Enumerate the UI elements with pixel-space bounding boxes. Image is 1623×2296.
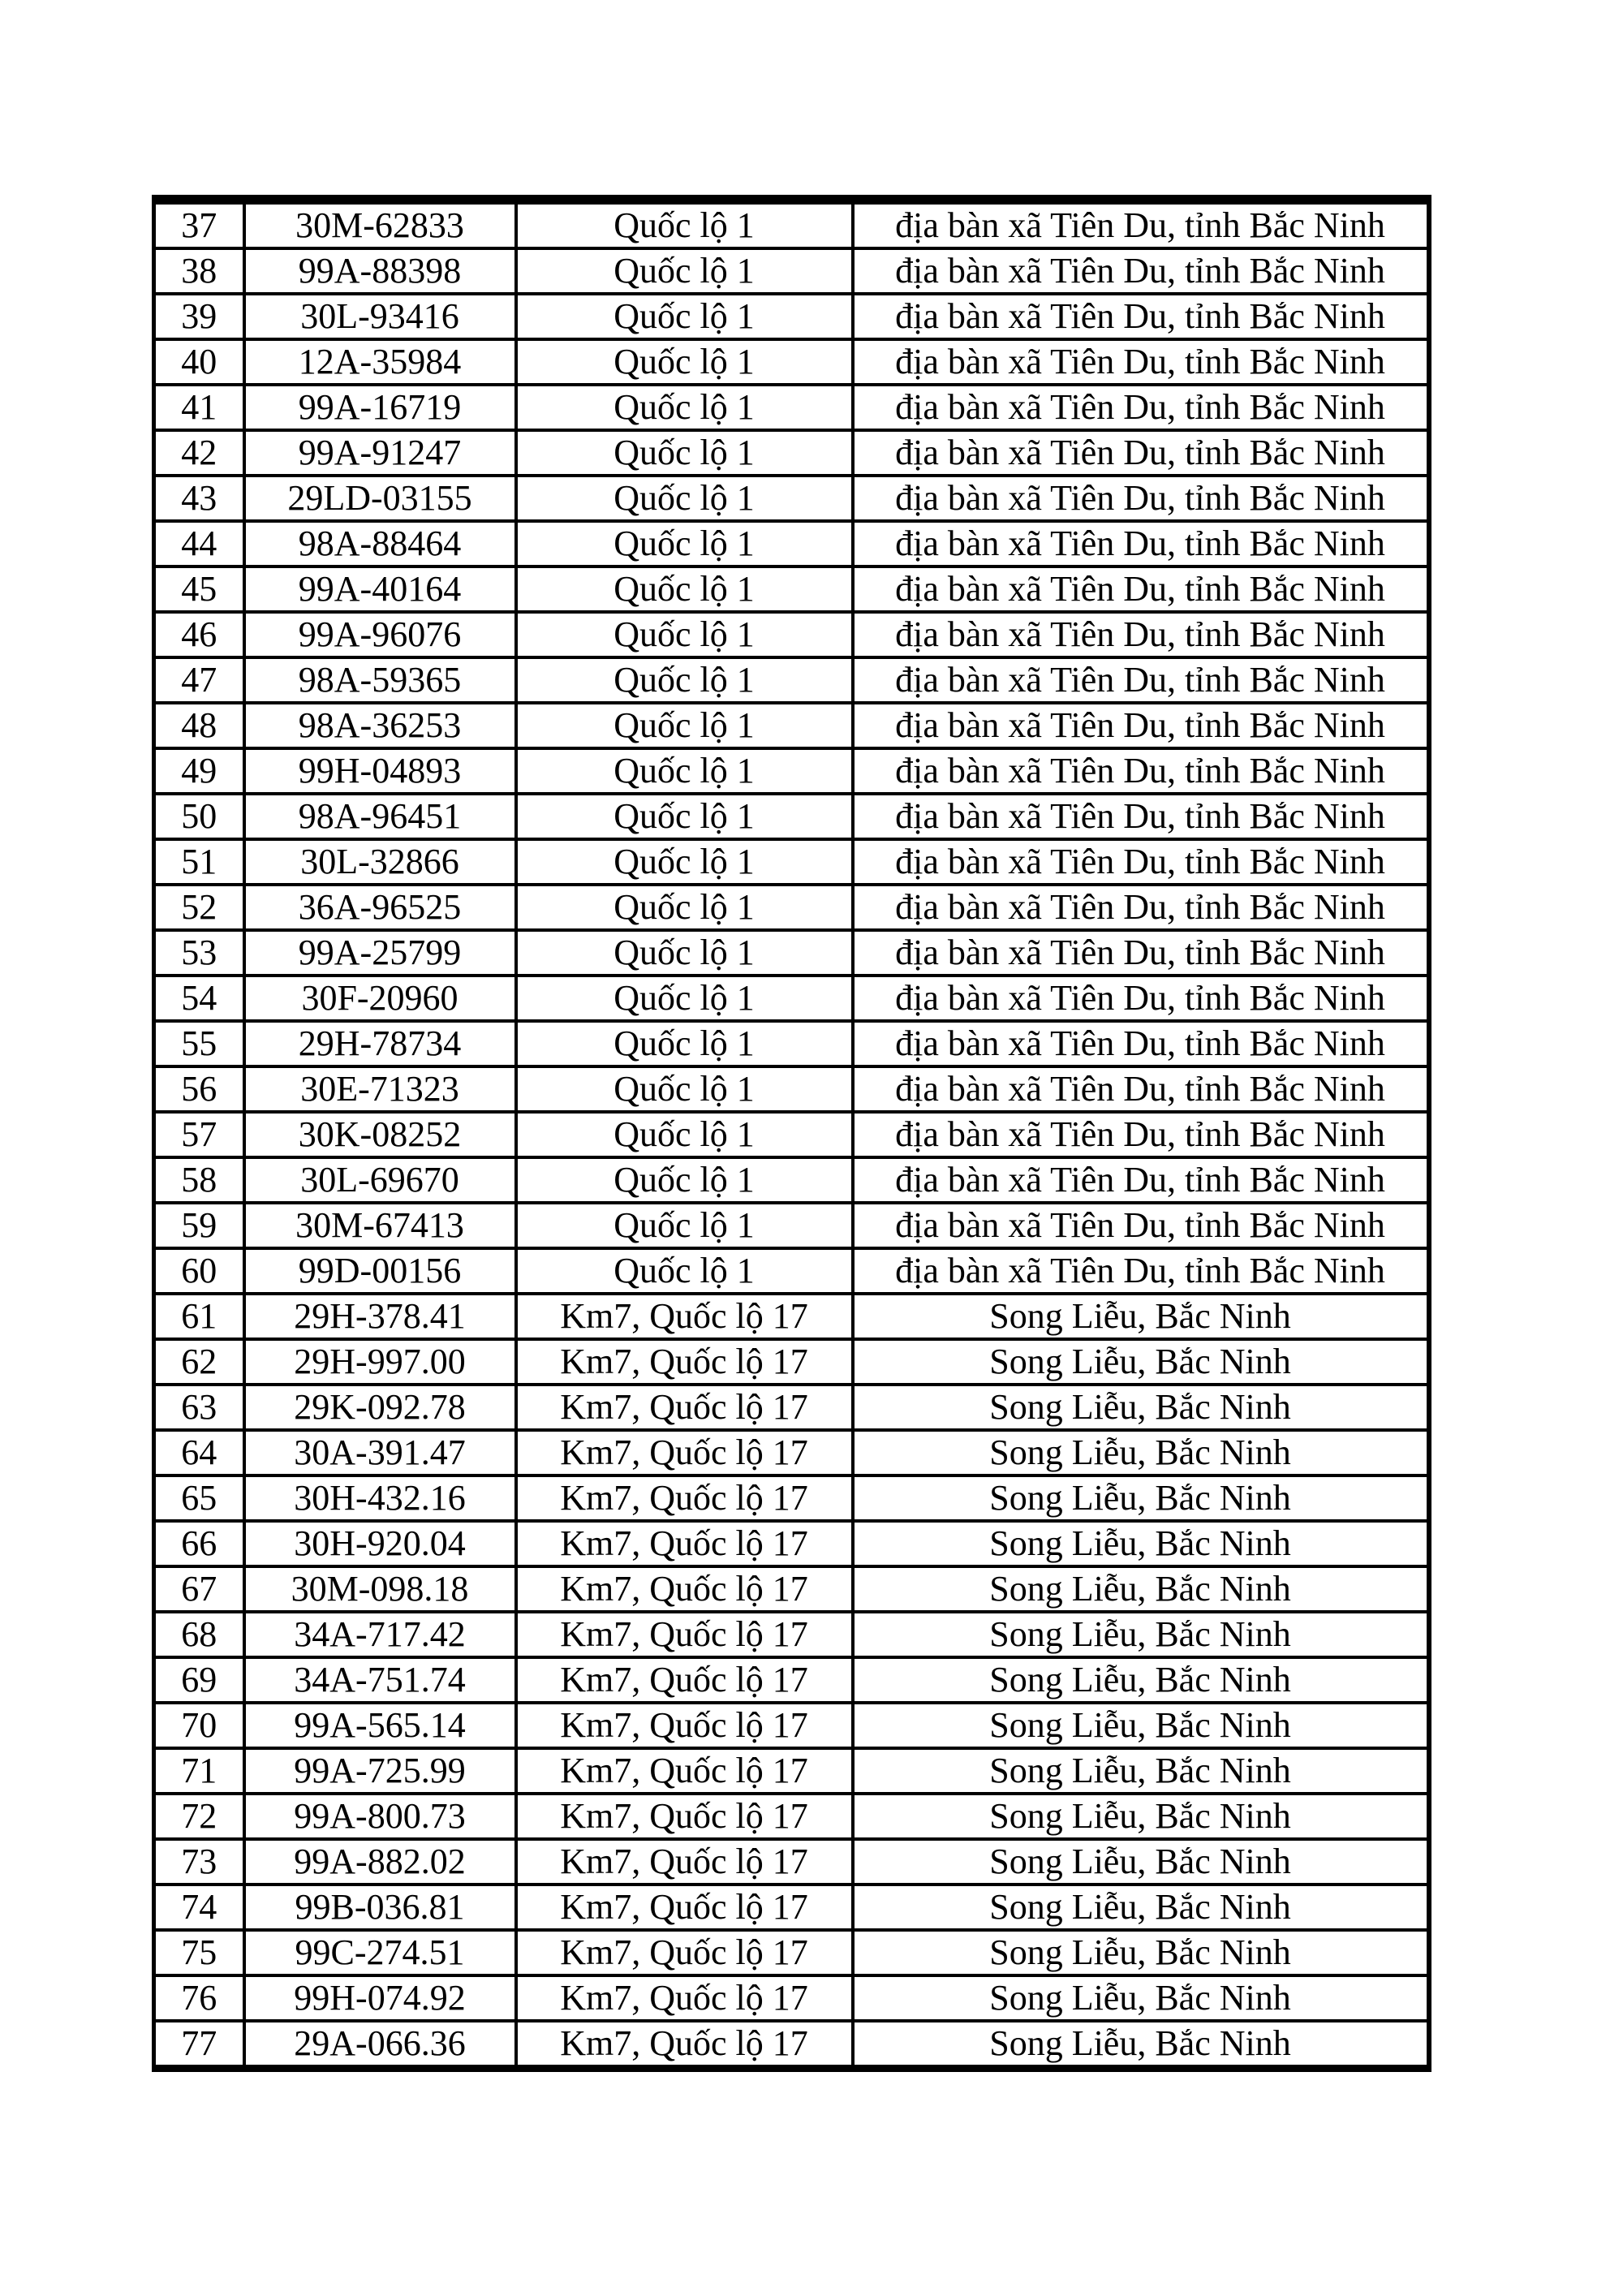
location-cell: địa bàn xã Tiên Du, tỉnh Bắc Ninh xyxy=(853,476,1429,521)
location-cell: Song Liễu, Bắc Ninh xyxy=(853,1521,1429,1566)
location-cell: địa bàn xã Tiên Du, tỉnh Bắc Ninh xyxy=(853,703,1429,748)
row-number-cell: 44 xyxy=(154,521,244,566)
table-row xyxy=(154,1112,1429,1157)
table-row xyxy=(154,1157,1429,1203)
table-row xyxy=(154,2021,1429,2069)
row-number-cell: 42 xyxy=(154,430,244,476)
row-number-cell: 45 xyxy=(154,566,244,612)
location-cell: Song Liễu, Bắc Ninh xyxy=(853,1385,1429,1430)
plate-number-cell: 99A-16719 xyxy=(244,385,516,430)
road-cell: Quốc lộ 1 xyxy=(516,657,853,703)
plate-number-cell: 34A-717.42 xyxy=(244,1612,516,1657)
location-cell: địa bàn xã Tiên Du, tỉnh Bắc Ninh xyxy=(853,1203,1429,1248)
plate-number-cell: 29K-092.78 xyxy=(244,1385,516,1430)
row-number-cell: 55 xyxy=(154,1021,244,1066)
row-number-cell: 75 xyxy=(154,1930,244,1975)
table-row xyxy=(154,1566,1429,1612)
row-number-cell: 61 xyxy=(154,1294,244,1339)
road-cell: Km7, Quốc lộ 17 xyxy=(516,1521,853,1566)
location-cell: địa bàn xã Tiên Du, tỉnh Bắc Ninh xyxy=(853,339,1429,385)
road-cell: Quốc lộ 1 xyxy=(516,248,853,294)
road-cell: Quốc lộ 1 xyxy=(516,930,853,976)
row-number-cell: 70 xyxy=(154,1703,244,1748)
table-row xyxy=(154,794,1429,839)
row-number-cell: 40 xyxy=(154,339,244,385)
plate-number-cell: 99A-565.14 xyxy=(244,1703,516,1748)
plate-number-cell: 99A-800.73 xyxy=(244,1794,516,1839)
road-cell: Quốc lộ 1 xyxy=(516,1157,853,1203)
plate-number-cell: 30E-71323 xyxy=(244,1066,516,1112)
row-number-cell: 54 xyxy=(154,976,244,1021)
plate-number-cell: 99A-88398 xyxy=(244,248,516,294)
table-row xyxy=(154,1475,1429,1521)
vehicle-violation-table xyxy=(152,195,1431,2072)
table-row xyxy=(154,1703,1429,1748)
plate-number-cell: 98A-59365 xyxy=(244,657,516,703)
plate-number-cell: 36A-96525 xyxy=(244,885,516,930)
location-cell: Song Liễu, Bắc Ninh xyxy=(853,1612,1429,1657)
road-cell: Quốc lộ 1 xyxy=(516,1112,853,1157)
plate-number-cell: 29LD-03155 xyxy=(244,476,516,521)
table-row xyxy=(154,612,1429,657)
location-cell: địa bàn xã Tiên Du, tỉnh Bắc Ninh xyxy=(853,1157,1429,1203)
table-row xyxy=(154,566,1429,612)
location-cell: địa bàn xã Tiên Du, tỉnh Bắc Ninh xyxy=(853,385,1429,430)
road-cell: Km7, Quốc lộ 17 xyxy=(516,1839,853,1885)
row-number-cell: 46 xyxy=(154,612,244,657)
road-cell: Quốc lộ 1 xyxy=(516,1066,853,1112)
row-number-cell: 63 xyxy=(154,1385,244,1430)
plate-number-cell: 30L-69670 xyxy=(244,1157,516,1203)
table-row xyxy=(154,1885,1429,1930)
row-number-cell: 56 xyxy=(154,1066,244,1112)
plate-number-cell: 99D-00156 xyxy=(244,1248,516,1294)
table-row xyxy=(154,430,1429,476)
location-cell: địa bàn xã Tiên Du, tỉnh Bắc Ninh xyxy=(853,521,1429,566)
plate-number-cell: 29A-066.36 xyxy=(244,2021,516,2069)
location-cell: địa bàn xã Tiên Du, tỉnh Bắc Ninh xyxy=(853,839,1429,885)
row-number-cell: 58 xyxy=(154,1157,244,1203)
location-cell: địa bàn xã Tiên Du, tỉnh Bắc Ninh xyxy=(853,1066,1429,1112)
table-row xyxy=(154,703,1429,748)
location-cell: địa bàn xã Tiên Du, tỉnh Bắc Ninh xyxy=(853,657,1429,703)
row-number-cell: 59 xyxy=(154,1203,244,1248)
location-cell: Song Liễu, Bắc Ninh xyxy=(853,1703,1429,1748)
road-cell: Km7, Quốc lộ 17 xyxy=(516,1475,853,1521)
road-cell: Quốc lộ 1 xyxy=(516,200,853,248)
plate-number-cell: 30A-391.47 xyxy=(244,1430,516,1475)
location-cell: địa bàn xã Tiên Du, tỉnh Bắc Ninh xyxy=(853,248,1429,294)
road-cell: Quốc lộ 1 xyxy=(516,521,853,566)
table-row xyxy=(154,1794,1429,1839)
table-row xyxy=(154,339,1429,385)
road-cell: Km7, Quốc lộ 17 xyxy=(516,1930,853,1975)
table-row xyxy=(154,1021,1429,1066)
plate-number-cell: 99H-04893 xyxy=(244,748,516,794)
plate-number-cell: 30M-098.18 xyxy=(244,1566,516,1612)
plate-number-cell: 30F-20960 xyxy=(244,976,516,1021)
plate-number-cell: 99A-725.99 xyxy=(244,1748,516,1794)
table-row xyxy=(154,248,1429,294)
location-cell: Song Liễu, Bắc Ninh xyxy=(853,1839,1429,1885)
row-number-cell: 71 xyxy=(154,1748,244,1794)
row-number-cell: 41 xyxy=(154,385,244,430)
road-cell: Quốc lộ 1 xyxy=(516,794,853,839)
location-cell: địa bàn xã Tiên Du, tỉnh Bắc Ninh xyxy=(853,200,1429,248)
road-cell: Km7, Quốc lộ 17 xyxy=(516,1703,853,1748)
row-number-cell: 77 xyxy=(154,2021,244,2069)
table-row xyxy=(154,1248,1429,1294)
plate-number-cell: 29H-378.41 xyxy=(244,1294,516,1339)
table-row xyxy=(154,1066,1429,1112)
row-number-cell: 62 xyxy=(154,1339,244,1385)
row-number-cell: 68 xyxy=(154,1612,244,1657)
road-cell: Quốc lộ 1 xyxy=(516,839,853,885)
table-row xyxy=(154,1930,1429,1975)
plate-number-cell: 99B-036.81 xyxy=(244,1885,516,1930)
road-cell: Quốc lộ 1 xyxy=(516,748,853,794)
table-row xyxy=(154,748,1429,794)
table-row xyxy=(154,976,1429,1021)
table-row xyxy=(154,294,1429,339)
table-row xyxy=(154,930,1429,976)
road-cell: Quốc lộ 1 xyxy=(516,476,853,521)
road-cell: Km7, Quốc lộ 17 xyxy=(516,2021,853,2069)
row-number-cell: 65 xyxy=(154,1475,244,1521)
plate-number-cell: 99A-40164 xyxy=(244,566,516,612)
table-row xyxy=(154,1839,1429,1885)
plate-number-cell: 30L-32866 xyxy=(244,839,516,885)
plate-number-cell: 30H-920.04 xyxy=(244,1521,516,1566)
location-cell: địa bàn xã Tiên Du, tỉnh Bắc Ninh xyxy=(853,885,1429,930)
plate-number-cell: 99A-91247 xyxy=(244,430,516,476)
row-number-cell: 60 xyxy=(154,1248,244,1294)
road-cell: Quốc lộ 1 xyxy=(516,976,853,1021)
location-cell: Song Liễu, Bắc Ninh xyxy=(853,1930,1429,1975)
location-cell: địa bàn xã Tiên Du, tỉnh Bắc Ninh xyxy=(853,976,1429,1021)
row-number-cell: 64 xyxy=(154,1430,244,1475)
table-row xyxy=(154,1203,1429,1248)
location-cell: địa bàn xã Tiên Du, tỉnh Bắc Ninh xyxy=(853,1112,1429,1157)
plate-number-cell: 30K-08252 xyxy=(244,1112,516,1157)
plate-number-cell: 30H-432.16 xyxy=(244,1475,516,1521)
table-row xyxy=(154,476,1429,521)
table-row xyxy=(154,1294,1429,1339)
road-cell: Km7, Quốc lộ 17 xyxy=(516,1566,853,1612)
road-cell: Km7, Quốc lộ 17 xyxy=(516,1975,853,2021)
road-cell: Km7, Quốc lộ 17 xyxy=(516,1430,853,1475)
location-cell: địa bàn xã Tiên Du, tỉnh Bắc Ninh xyxy=(853,566,1429,612)
table-row xyxy=(154,1975,1429,2021)
road-cell: Quốc lộ 1 xyxy=(516,703,853,748)
location-cell: địa bàn xã Tiên Du, tỉnh Bắc Ninh xyxy=(853,294,1429,339)
table-row xyxy=(154,1612,1429,1657)
table-row xyxy=(154,200,1429,248)
plate-number-cell: 98A-96451 xyxy=(244,794,516,839)
row-number-cell: 67 xyxy=(154,1566,244,1612)
plate-number-cell: 98A-36253 xyxy=(244,703,516,748)
road-cell: Km7, Quốc lộ 17 xyxy=(516,1339,853,1385)
table-row xyxy=(154,1339,1429,1385)
table-row xyxy=(154,1657,1429,1703)
road-cell: Quốc lộ 1 xyxy=(516,885,853,930)
plate-number-cell: 30M-62833 xyxy=(244,200,516,248)
table-row xyxy=(154,1430,1429,1475)
row-number-cell: 39 xyxy=(154,294,244,339)
table-row xyxy=(154,885,1429,930)
road-cell: Km7, Quốc lộ 17 xyxy=(516,1748,853,1794)
road-cell: Km7, Quốc lộ 17 xyxy=(516,1385,853,1430)
row-number-cell: 48 xyxy=(154,703,244,748)
road-cell: Quốc lộ 1 xyxy=(516,612,853,657)
road-cell: Km7, Quốc lộ 17 xyxy=(516,1885,853,1930)
plate-number-cell: 99A-882.02 xyxy=(244,1839,516,1885)
table-row xyxy=(154,385,1429,430)
plate-number-cell: 12A-35984 xyxy=(244,339,516,385)
row-number-cell: 53 xyxy=(154,930,244,976)
row-number-cell: 37 xyxy=(154,200,244,248)
road-cell: Quốc lộ 1 xyxy=(516,1203,853,1248)
road-cell: Quốc lộ 1 xyxy=(516,339,853,385)
plate-number-cell: 99H-074.92 xyxy=(244,1975,516,2021)
row-number-cell: 57 xyxy=(154,1112,244,1157)
location-cell: địa bàn xã Tiên Du, tỉnh Bắc Ninh xyxy=(853,612,1429,657)
plate-number-cell: 30M-67413 xyxy=(244,1203,516,1248)
plate-number-cell: 99A-96076 xyxy=(244,612,516,657)
row-number-cell: 43 xyxy=(154,476,244,521)
road-cell: Quốc lộ 1 xyxy=(516,1021,853,1066)
location-cell: Song Liễu, Bắc Ninh xyxy=(853,1885,1429,1930)
row-number-cell: 69 xyxy=(154,1657,244,1703)
row-number-cell: 73 xyxy=(154,1839,244,1885)
plate-number-cell: 30L-93416 xyxy=(244,294,516,339)
location-cell: Song Liễu, Bắc Ninh xyxy=(853,1430,1429,1475)
location-cell: địa bàn xã Tiên Du, tỉnh Bắc Ninh xyxy=(853,748,1429,794)
row-number-cell: 74 xyxy=(154,1885,244,1930)
row-number-cell: 76 xyxy=(154,1975,244,2021)
row-number-cell: 49 xyxy=(154,748,244,794)
row-number-cell: 52 xyxy=(154,885,244,930)
location-cell: Song Liễu, Bắc Ninh xyxy=(853,1339,1429,1385)
road-cell: Quốc lộ 1 xyxy=(516,294,853,339)
location-cell: địa bàn xã Tiên Du, tỉnh Bắc Ninh xyxy=(853,1021,1429,1066)
road-cell: Quốc lộ 1 xyxy=(516,1248,853,1294)
location-cell: Song Liễu, Bắc Ninh xyxy=(853,1294,1429,1339)
table-body xyxy=(154,200,1429,2069)
road-cell: Km7, Quốc lộ 17 xyxy=(516,1794,853,1839)
location-cell: địa bàn xã Tiên Du, tỉnh Bắc Ninh xyxy=(853,430,1429,476)
location-cell: Song Liễu, Bắc Ninh xyxy=(853,1657,1429,1703)
location-cell: địa bàn xã Tiên Du, tỉnh Bắc Ninh xyxy=(853,1248,1429,1294)
row-number-cell: 51 xyxy=(154,839,244,885)
location-cell: Song Liễu, Bắc Ninh xyxy=(853,1566,1429,1612)
row-number-cell: 47 xyxy=(154,657,244,703)
table-row xyxy=(154,521,1429,566)
plate-number-cell: 99A-25799 xyxy=(244,930,516,976)
road-cell: Km7, Quốc lộ 17 xyxy=(516,1612,853,1657)
table-row xyxy=(154,1385,1429,1430)
road-cell: Quốc lộ 1 xyxy=(516,385,853,430)
row-number-cell: 66 xyxy=(154,1521,244,1566)
table-row xyxy=(154,657,1429,703)
plate-number-cell: 29H-78734 xyxy=(244,1021,516,1066)
location-cell: Song Liễu, Bắc Ninh xyxy=(853,2021,1429,2069)
table-row xyxy=(154,1748,1429,1794)
road-cell: Km7, Quốc lộ 17 xyxy=(516,1657,853,1703)
row-number-cell: 50 xyxy=(154,794,244,839)
table-row xyxy=(154,1521,1429,1566)
road-cell: Quốc lộ 1 xyxy=(516,566,853,612)
location-cell: Song Liễu, Bắc Ninh xyxy=(853,1748,1429,1794)
road-cell: Km7, Quốc lộ 17 xyxy=(516,1294,853,1339)
location-cell: địa bàn xã Tiên Du, tỉnh Bắc Ninh xyxy=(853,794,1429,839)
location-cell: Song Liễu, Bắc Ninh xyxy=(853,1975,1429,2021)
location-cell: Song Liễu, Bắc Ninh xyxy=(853,1794,1429,1839)
table-row xyxy=(154,839,1429,885)
plate-number-cell: 98A-88464 xyxy=(244,521,516,566)
location-cell: địa bàn xã Tiên Du, tỉnh Bắc Ninh xyxy=(853,930,1429,976)
row-number-cell: 38 xyxy=(154,248,244,294)
plate-number-cell: 29H-997.00 xyxy=(244,1339,516,1385)
plate-number-cell: 34A-751.74 xyxy=(244,1657,516,1703)
location-cell: Song Liễu, Bắc Ninh xyxy=(853,1475,1429,1521)
plate-number-cell: 99C-274.51 xyxy=(244,1930,516,1975)
road-cell: Quốc lộ 1 xyxy=(516,430,853,476)
row-number-cell: 72 xyxy=(154,1794,244,1839)
